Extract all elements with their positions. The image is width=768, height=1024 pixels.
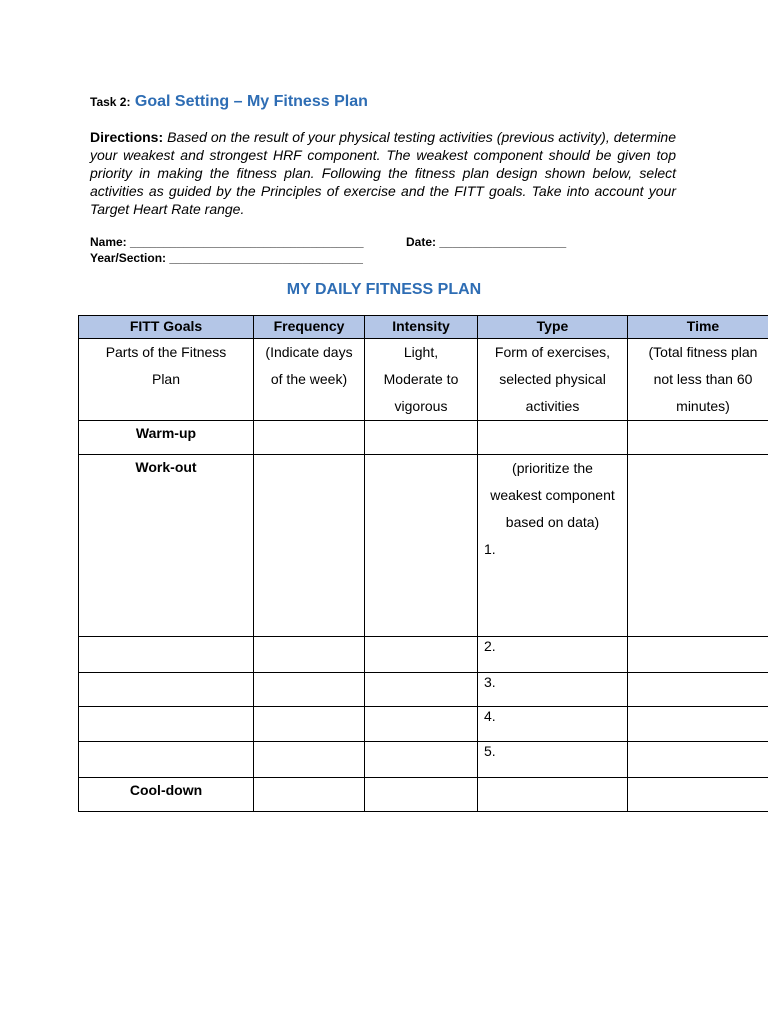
activity-row-5 <box>79 742 768 778</box>
warmup-label: Warm-up <box>79 421 254 455</box>
frequency-description-line: (Indicate days <box>265 344 353 360</box>
description-row <box>79 339 768 421</box>
type-description-line: activities <box>525 398 580 414</box>
activity-4-goal-cell[interactable] <box>79 707 254 742</box>
activity-2-intensity-cell[interactable] <box>365 637 478 673</box>
workout-row <box>79 455 768 637</box>
plan-title <box>0 281 768 299</box>
plan-title-text: MY DAILY FITNESS PLAN <box>286 281 482 298</box>
workout-time-cell[interactable] <box>628 455 768 637</box>
header-frequency: Frequency <box>254 316 365 339</box>
intensity-description-line: vigorous <box>394 398 448 414</box>
intensity-description-line: Moderate to <box>383 371 459 387</box>
directions-label: Directions: <box>90 129 164 145</box>
cooldown-label: Cool-down <box>79 778 254 812</box>
activity-number-2: 2. <box>484 638 496 654</box>
cooldown-frequency-cell[interactable] <box>254 778 365 812</box>
activity-number-4: 4. <box>484 708 496 724</box>
header-type: Type <box>478 316 628 339</box>
fitness-plan-table <box>78 315 768 812</box>
task-label: Task 2: <box>90 95 131 109</box>
workout-label: Work-out <box>79 455 254 637</box>
warmup-intensity-cell[interactable] <box>365 421 478 455</box>
activity-5-type-cell[interactable] <box>478 742 628 778</box>
frequency-description-line: of the week) <box>270 371 348 387</box>
activity-4-frequency-cell[interactable] <box>254 707 365 742</box>
fitt-description-line: Plan <box>151 371 181 387</box>
cooldown-time-cell[interactable] <box>628 778 768 812</box>
workout-type-cell[interactable] <box>478 455 628 637</box>
header-intensity: Intensity <box>365 316 478 339</box>
workout-intensity-cell[interactable] <box>365 455 478 637</box>
header-time: Time <box>628 316 768 339</box>
name-field[interactable]: Name: ___________________________________ <box>90 235 364 249</box>
activity-5-goal-cell[interactable] <box>79 742 254 778</box>
activity-3-goal-cell[interactable] <box>79 673 254 707</box>
activity-2-goal-cell[interactable] <box>79 637 254 673</box>
task-title: Goal Setting – My Fitness Plan <box>134 93 368 110</box>
year-section-field[interactable]: Year/Section: _____________________________ <box>90 251 363 265</box>
table-header-row <box>79 316 768 339</box>
type-description-line: selected physical <box>499 371 606 387</box>
activity-3-intensity-cell[interactable] <box>365 673 478 707</box>
cooldown-type-cell[interactable] <box>478 778 628 812</box>
directions-text: Based on the result of your physical testing activities (previous activity), determine your weakest and strongest HRF component. The weakest component should be given top priority in making the fitness plan. Following the fitness plan design shown below, select activities as guided by the Principles of exercise and the FITT goals. Take into account your Target Heart Rate range. <box>90 129 677 217</box>
warmup-row <box>79 421 768 455</box>
intensity-description <box>365 339 478 421</box>
activity-number-1: 1. <box>484 541 496 557</box>
activity-2-time-cell[interactable] <box>628 637 768 673</box>
activity-4-time-cell[interactable] <box>628 707 768 742</box>
activity-row-4 <box>79 707 768 742</box>
type-description-line: Form of exercises, <box>494 344 611 360</box>
activity-row-3 <box>79 673 768 707</box>
activity-4-intensity-cell[interactable] <box>365 707 478 742</box>
fitt-description-line: Parts of the Fitness <box>105 344 227 360</box>
activity-3-type-cell[interactable] <box>478 673 628 707</box>
activity-number-5: 5. <box>484 743 496 759</box>
time-description-line: not less than 60 <box>653 371 753 387</box>
frequency-description <box>254 339 365 421</box>
warmup-time-cell[interactable] <box>628 421 768 455</box>
time-description <box>628 339 768 421</box>
activity-5-frequency-cell[interactable] <box>254 742 365 778</box>
activity-2-frequency-cell[interactable] <box>254 637 365 673</box>
task-heading <box>90 93 368 111</box>
date-field[interactable]: Date: ___________________ <box>406 235 567 249</box>
workout-type-note-line: weakest component <box>490 487 615 503</box>
header-fitt-goals: FITT Goals <box>79 316 254 339</box>
intensity-description-line: Light, <box>403 344 439 360</box>
activity-2-type-cell[interactable] <box>478 637 628 673</box>
workout-frequency-cell[interactable] <box>254 455 365 637</box>
fitt-description <box>79 339 254 421</box>
activity-3-frequency-cell[interactable] <box>254 673 365 707</box>
cooldown-intensity-cell[interactable] <box>365 778 478 812</box>
activity-3-time-cell[interactable] <box>628 673 768 707</box>
activity-5-intensity-cell[interactable] <box>365 742 478 778</box>
activity-row-2 <box>79 637 768 673</box>
activity-number-3: 3. <box>484 674 496 690</box>
workout-type-note-line: (prioritize the <box>512 460 593 476</box>
activity-5-time-cell[interactable] <box>628 742 768 778</box>
workout-type-note-line: based on data) <box>505 514 600 530</box>
warmup-frequency-cell[interactable] <box>254 421 365 455</box>
directions-paragraph <box>90 128 676 218</box>
activity-4-type-cell[interactable] <box>478 707 628 742</box>
cooldown-row <box>79 778 768 812</box>
type-description <box>478 339 628 421</box>
time-description-line: (Total fitness plan <box>648 344 758 360</box>
warmup-type-cell[interactable] <box>478 421 628 455</box>
time-description-line: minutes) <box>676 398 730 414</box>
